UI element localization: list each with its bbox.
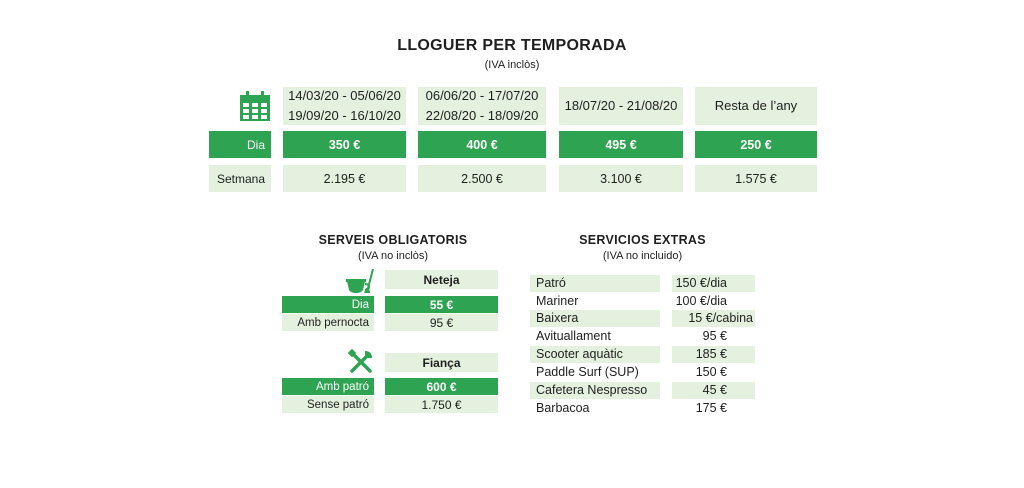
extra-item-name: Scooter aquàtic (536, 347, 623, 361)
extra-services-subtitle: (IVA no incluido) (602, 250, 683, 262)
period-1-line-1: 14/03/20 - 05/06/20 (288, 88, 401, 103)
page-subtitle: (IVA inclòs) (484, 59, 540, 71)
deposit-no-skipper-value: 1.750 € (385, 396, 498, 413)
week-price-3: 3.100 € (559, 165, 683, 192)
day-price-1: 350 € (283, 131, 406, 158)
extra-item-name: Paddle Surf (SUP) (536, 365, 639, 379)
extra-item-name: Patró (536, 276, 566, 290)
week-price-4: 1.575 € (695, 165, 817, 192)
page-title: LLOGUER PER TEMPORADA (397, 37, 627, 54)
week-row-label: Setmana (209, 165, 271, 192)
deposit-header: Fiança (385, 353, 498, 372)
extra-item-name: Mariner (536, 294, 579, 308)
period-header-3 (559, 87, 683, 125)
period-header-4 (695, 87, 817, 125)
cleaning-day-label: Dia (282, 296, 374, 313)
extra-item-row (530, 293, 755, 310)
extra-services-title: SERVICIOS EXTRAS (579, 233, 706, 247)
deposit-skipper-value: 600 € (385, 378, 498, 395)
week-price-2: 2.500 € (418, 165, 546, 192)
deposit-skipper-label: Amb patró (282, 378, 374, 395)
cleaning-day-value: 55 € (385, 296, 498, 313)
extra-item-price: 175 € (695, 401, 727, 415)
extra-item-row (530, 382, 755, 399)
cleaning-overnight-value: 95 € (385, 314, 498, 331)
extra-item-row (530, 400, 755, 417)
mandatory-services-subtitle: (IVA no inclòs) (357, 250, 429, 262)
extra-item-name: Avituallament (536, 329, 611, 343)
extra-item-row (530, 364, 755, 381)
extra-item-price: 45 € (702, 383, 727, 397)
extra-item-price: 150 € (695, 365, 727, 379)
week-price-1: 2.195 € (283, 165, 406, 192)
period-2-line-1: 06/06/20 - 17/07/20 (425, 88, 539, 103)
cleaning-overnight-label: Amb pernocta (282, 314, 374, 331)
deposit-no-skipper-label: Sense patró (282, 396, 374, 413)
extra-item-row (530, 346, 755, 363)
period-4-line-1: Resta de l’any (714, 98, 798, 113)
extra-item-name: Cafetera Nespresso (536, 383, 648, 397)
period-1-line-2: 19/09/20 - 16/10/20 (288, 108, 401, 123)
cleaning-broom-icon (345, 268, 375, 294)
extra-item-price: 150 €/dia (675, 276, 727, 290)
day-price-2: 400 € (418, 131, 546, 158)
mandatory-services-title: SERVEIS OBLIGATORIS (318, 233, 468, 247)
extra-item-name: Barbacoa (536, 401, 590, 415)
extra-item-price: 95 € (702, 329, 727, 343)
extra-item-price: 185 € (695, 347, 727, 361)
extra-item-row (530, 310, 755, 327)
day-row-label: Dia (209, 131, 271, 158)
period-header-1 (283, 87, 406, 125)
calendar-icon (239, 91, 271, 122)
day-price-4: 250 € (695, 131, 817, 158)
extra-item-price: 100 €/dia (675, 294, 727, 308)
extra-item-row (530, 328, 755, 345)
day-price-3: 495 € (559, 131, 683, 158)
period-3-line-1: 18/07/20 - 21/08/20 (564, 98, 678, 113)
period-2-line-2: 22/08/20 - 18/09/20 (425, 108, 539, 123)
extra-item-row (530, 275, 755, 292)
extra-item-price: 15 €/cabina (688, 311, 753, 325)
period-header-2 (418, 87, 546, 125)
cleaning-header: Neteja (385, 270, 498, 289)
extra-item-name: Baixera (536, 311, 579, 325)
tools-icon (348, 349, 374, 375)
